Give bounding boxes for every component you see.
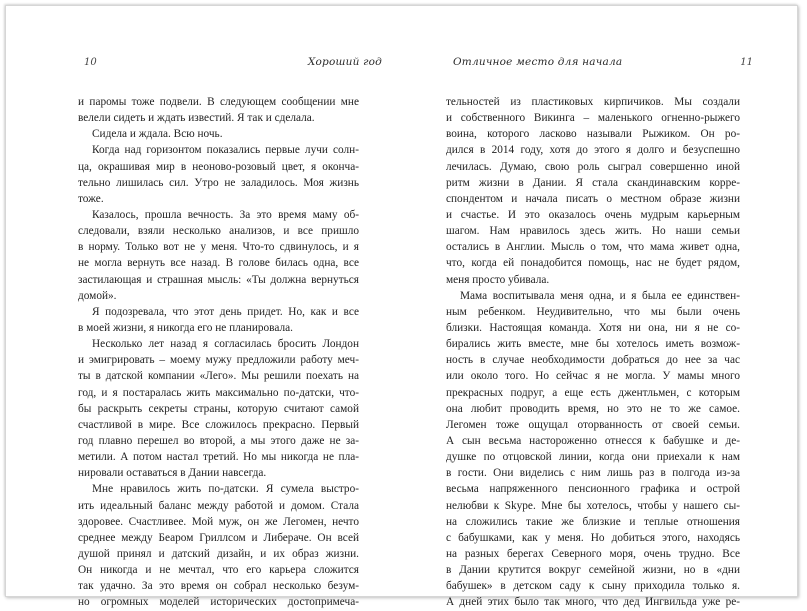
text-line: она любит проводить время, но это не то же самое. — [446, 402, 740, 415]
text-line: в гости. Они виделись с ним лишь раз в полгода из-за — [446, 467, 740, 480]
text-line: Несколько лет назад я согласилась бросить Лондон — [92, 338, 359, 351]
text-line: или около того. Но сейчас я не могла. У мамы много — [446, 370, 740, 383]
right-page — [401, 6, 797, 609]
text-line: ность в случае необходимости добраться до нее за час — [446, 354, 740, 367]
text-line: лечилась. Думаю, свою роль сыграл совершенно иной — [446, 160, 740, 173]
text-line: шагом. Нам нравилось здесь жить. Но наши семьи — [446, 225, 740, 238]
text-line: А дней этих было так много, что дед Ингвильда уже ре- — [446, 596, 740, 609]
left-running-head — [78, 54, 382, 74]
right-running-head — [453, 54, 753, 74]
text-line: Казалось, прошла вечность. За это время маму об- — [92, 208, 359, 221]
text-line: но огромных моделей исторических достопримеча- — [78, 596, 359, 609]
running-head-title-right: Отличное место для начала — [453, 56, 623, 68]
text-line: близки. Настоящая команда. Хотя ни она, ни я не со- — [446, 321, 740, 334]
book-spread — [5, 5, 798, 609]
text-line: Я подозревала, что этот день придет. Но, как и все — [92, 305, 359, 318]
text-line: счастливой в мире. Все сложилось прекрасно. Первый — [78, 418, 359, 431]
text-line: на сложились такие же близкие и теплые отношения — [446, 515, 740, 528]
text-line: тельностей из пластиковых кирпичиков. Мы создали — [446, 96, 740, 108]
text-line: домой». — [78, 289, 117, 302]
text-line: и собственного Викинга – маленького огненно-рыжего — [446, 112, 740, 125]
right-page-body — [446, 94, 740, 611]
text-line: ты в датской компании «Лего». Мы решили поехать на — [78, 370, 359, 383]
text-line: в моей жизни, я никогда его не планировала. — [78, 321, 293, 334]
page-number-left: 10 — [84, 57, 97, 68]
text-line: нелюбви к Skype. Мне бы хотелось, чтобы у нашего сы- — [446, 499, 740, 512]
text-line: ца, окрашивая мир в неоново-розовый цвет, я оконча- — [78, 160, 359, 173]
running-head-title-left: Хороший год — [307, 56, 382, 68]
text-line: велели сидеть и ждать известий. Я так и сделала. — [78, 112, 315, 125]
page-number-right: 11 — [740, 57, 753, 68]
text-line: бы раскрыть секреты страны, которую считают самой — [78, 402, 359, 415]
text-line: душой принял и датский дизайн, и их образ жизни. — [78, 547, 359, 560]
text-line: так удачно. За это время он собрал несколько безум- — [78, 580, 359, 593]
text-line: нировали оставаться в Дании навсегда. — [78, 467, 267, 480]
text-line: ным ребенком. Неудивительно, что мы были очень — [446, 305, 740, 318]
text-line: дился в 2014 году, хотя до этого я долго и безуспешно — [446, 144, 740, 157]
text-line: спондентом и начала писать о местном образе жизни — [446, 192, 740, 205]
text-line: что, когда ей понадобится помощь, нас не будет рядом, — [446, 257, 740, 270]
text-line: и паромы тоже подвели. В следующем сообщении мне — [78, 96, 359, 108]
text-line: ритм жизни в Дании. Я стала скандинавским корре- — [446, 176, 740, 189]
left-page — [6, 6, 401, 609]
text-line: метили. А потом настал третий. Но мы никогда не пла- — [78, 451, 359, 464]
text-line: застилающая и страшная мысль: «Ты должна вернуться — [78, 273, 359, 286]
text-line: весьма напряженного пенсионного графика и острой — [446, 483, 740, 496]
text-line: Легомен тоже ощущал оторванность от своей семьи. — [446, 418, 740, 431]
text-line: ить идеальный баланс между работой и домом. Стала — [78, 499, 359, 512]
text-line: здоровее. Счастливее. Мой муж, он же Легомен, нечто — [78, 515, 359, 528]
text-line: Мама воспитывала меня одна, и я была ее единствен- — [460, 289, 740, 302]
text-line: прекрасных подруг, а еще есть джентльмен, с которым — [446, 386, 740, 399]
text-line: с бабушками, как у меня. Но добиться этого, находясь — [446, 531, 740, 544]
text-line: Сидела и ждала. Всю ночь. — [92, 128, 223, 141]
text-line: в Дании крутится вокруг семейной жизни, но в «дни — [446, 564, 740, 577]
text-line: Он никогда и не мечтал, что его карьера сложится — [78, 564, 359, 577]
text-line: А сын весьма настороженно отнесся к бабушке и де- — [446, 434, 740, 447]
text-line: воина, которого ласково называли Рыжиком. Он ро- — [446, 128, 740, 141]
text-line: Мне нравилось жить по-датски. Я сумела выстро- — [92, 483, 359, 496]
text-line: тоже. — [78, 192, 104, 205]
text-line: душке по отцовской линии, когда они приехали к нам — [446, 451, 740, 464]
text-line: не могла вернуть все назад. В голове билась одна, все — [78, 257, 359, 270]
text-line: бабушек» в детском саду к сыну приходила только я. — [446, 580, 740, 593]
text-line: год, и я постаралась жить максимально по-датски, что- — [78, 386, 359, 399]
text-line: остались в Англии. Мысль о том, что мама живет одна, — [446, 241, 740, 254]
left-page-body — [78, 94, 359, 611]
text-line: среднее между Беаром Гриллсом и Либераче. Он всей — [78, 531, 359, 544]
text-line: и эмигрировать – моему мужу предложили работу меч- — [78, 354, 359, 367]
text-line: на разных берегах Северного моря, очень трудно. Все — [446, 547, 740, 560]
text-line: год плавно перешел во второй, а мы этого даже не за- — [78, 434, 359, 447]
text-line: меня просто убивала. — [446, 273, 550, 286]
text-line: Когда над горизонтом показались первые лучи солн- — [92, 144, 359, 157]
text-line: в норму. Только вот не у меня. Что-то сдвинулось, и я — [78, 241, 359, 254]
text-line: и счастье. И это оказалось очень мудрым карьерным — [446, 208, 740, 221]
text-line: следовали, взяли несколько анализов, и все пришло — [78, 225, 359, 238]
text-line: бирались жить вместе, мне бы хотелось иметь возмож- — [446, 338, 740, 351]
text-line: тельно лишилась сил. Утро не заладилось. Моя жизнь — [78, 176, 359, 189]
